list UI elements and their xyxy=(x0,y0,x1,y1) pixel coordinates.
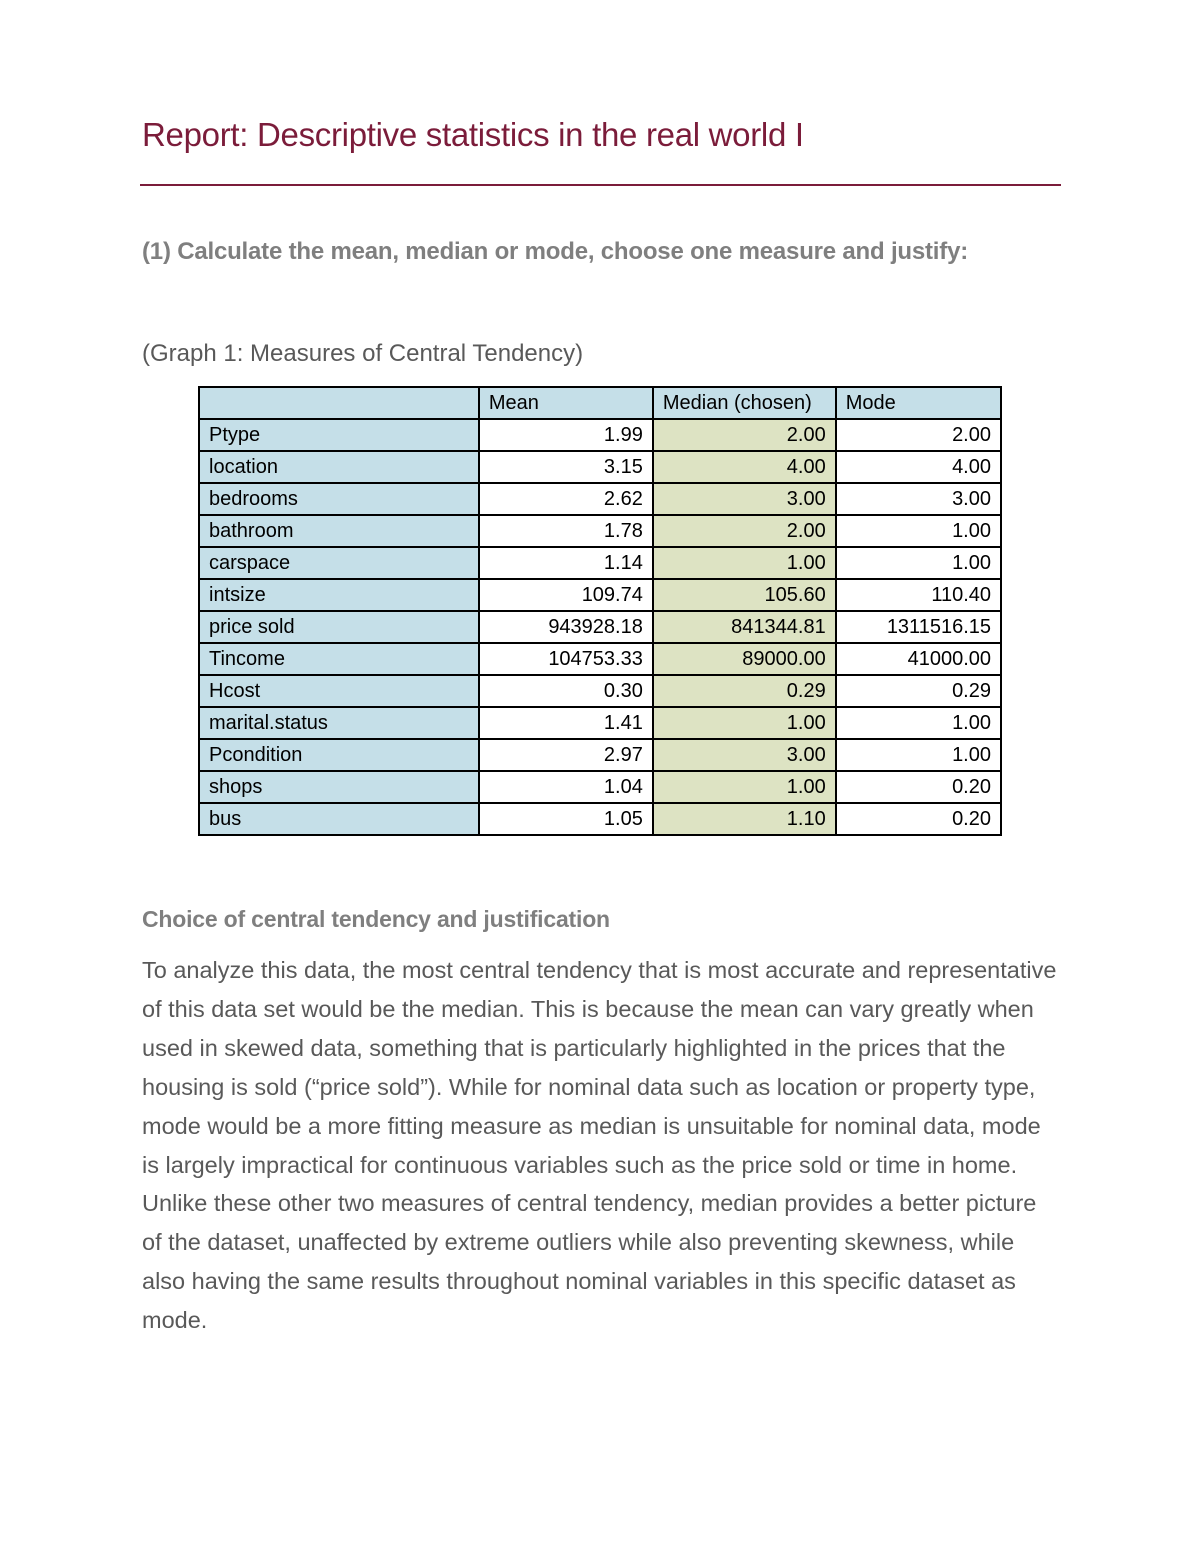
median-value: 3.00 xyxy=(653,739,836,771)
justification-heading: Choice of central tendency and justification xyxy=(142,906,610,932)
header-median: Median (chosen) xyxy=(653,387,836,419)
table-row xyxy=(199,451,1001,483)
report-title: Report: Descriptive statistics in the real world I xyxy=(142,116,804,153)
mean-value: 2.97 xyxy=(479,739,653,771)
central-tendency-table xyxy=(198,386,1002,836)
table-row xyxy=(199,483,1001,515)
table-row xyxy=(199,771,1001,803)
mean-value: 943928.18 xyxy=(479,611,653,643)
table-row xyxy=(199,611,1001,643)
mean-value: 1.05 xyxy=(479,803,653,835)
row-label: marital.status xyxy=(199,707,479,739)
row-label: Pcondition xyxy=(199,739,479,771)
table-row xyxy=(199,515,1001,547)
median-value: 105.60 xyxy=(653,579,836,611)
mode-value: 0.20 xyxy=(836,803,1001,835)
table-row xyxy=(199,643,1001,675)
header-mode: Mode xyxy=(836,387,1001,419)
row-label: shops xyxy=(199,771,479,803)
row-label: carspace xyxy=(199,547,479,579)
mode-value: 1311516.15 xyxy=(836,611,1001,643)
header-mean: Mean xyxy=(479,387,653,419)
median-value: 1.10 xyxy=(653,803,836,835)
table-row xyxy=(199,707,1001,739)
row-label: bedrooms xyxy=(199,483,479,515)
row-label: Ptype xyxy=(199,419,479,451)
row-label: Tincome xyxy=(199,643,479,675)
median-value: 89000.00 xyxy=(653,643,836,675)
median-value: 4.00 xyxy=(653,451,836,483)
mean-value: 1.41 xyxy=(479,707,653,739)
mode-value: 1.00 xyxy=(836,707,1001,739)
table-row xyxy=(199,419,1001,451)
row-label: intsize xyxy=(199,579,479,611)
question-heading: (1) Calculate the mean, median or mode, choose one measure and justify: xyxy=(142,238,969,265)
graph-caption: (Graph 1: Measures of Central Tendency) xyxy=(142,340,584,367)
title-divider xyxy=(140,184,1061,186)
table-row xyxy=(199,675,1001,707)
row-label: bathroom xyxy=(199,515,479,547)
median-value: 0.29 xyxy=(653,675,836,707)
row-label: bus xyxy=(199,803,479,835)
mean-value: 104753.33 xyxy=(479,643,653,675)
row-label: location xyxy=(199,451,479,483)
mean-value: 1.78 xyxy=(479,515,653,547)
mean-value: 1.14 xyxy=(479,547,653,579)
row-label: Hcost xyxy=(199,675,479,707)
table-header-row xyxy=(199,387,1001,419)
mode-value: 1.00 xyxy=(836,547,1001,579)
mode-value: 4.00 xyxy=(836,451,1001,483)
mean-value: 1.99 xyxy=(479,419,653,451)
mean-value: 109.74 xyxy=(479,579,653,611)
row-label: price sold xyxy=(199,611,479,643)
mean-value: 2.62 xyxy=(479,483,653,515)
mean-value: 0.30 xyxy=(479,675,653,707)
table-row xyxy=(199,579,1001,611)
median-value: 1.00 xyxy=(653,771,836,803)
median-value: 1.00 xyxy=(653,707,836,739)
mean-value: 1.04 xyxy=(479,771,653,803)
mode-value: 41000.00 xyxy=(836,643,1001,675)
mean-value: 3.15 xyxy=(479,451,653,483)
table-row xyxy=(199,803,1001,835)
table-row xyxy=(199,739,1001,771)
median-value: 841344.81 xyxy=(653,611,836,643)
mode-value: 110.40 xyxy=(836,579,1001,611)
mode-value: 3.00 xyxy=(836,483,1001,515)
mode-value: 1.00 xyxy=(836,515,1001,547)
median-value: 2.00 xyxy=(653,419,836,451)
mode-value: 2.00 xyxy=(836,419,1001,451)
median-value: 1.00 xyxy=(653,547,836,579)
median-value: 2.00 xyxy=(653,515,836,547)
median-value: 3.00 xyxy=(653,483,836,515)
table-row xyxy=(199,547,1001,579)
mode-value: 0.20 xyxy=(836,771,1001,803)
mode-value: 0.29 xyxy=(836,675,1001,707)
header-empty xyxy=(199,387,479,419)
justification-paragraph: To analyze this data, the most central tendency that is most accurate and representative of this data set would be the median. This is because the mean can vary greatly when used in skewed data, something that is particularly highlighted in the prices that the housing is sold (“price sold”). While for nominal data such as location or property type, mode would be a more fitting measure as median is unsuitable for nominal data, mode is largely impractical for continuous variables such as the price sold or time in home. Unlike these other two measures of central tendency, median provides a better picture of the dataset, unaffected by extreme outliers while also preventing skewness, while also having the same results throughout nominal variables in this specific dataset as mode. xyxy=(142,957,1057,1334)
mode-value: 1.00 xyxy=(836,739,1001,771)
